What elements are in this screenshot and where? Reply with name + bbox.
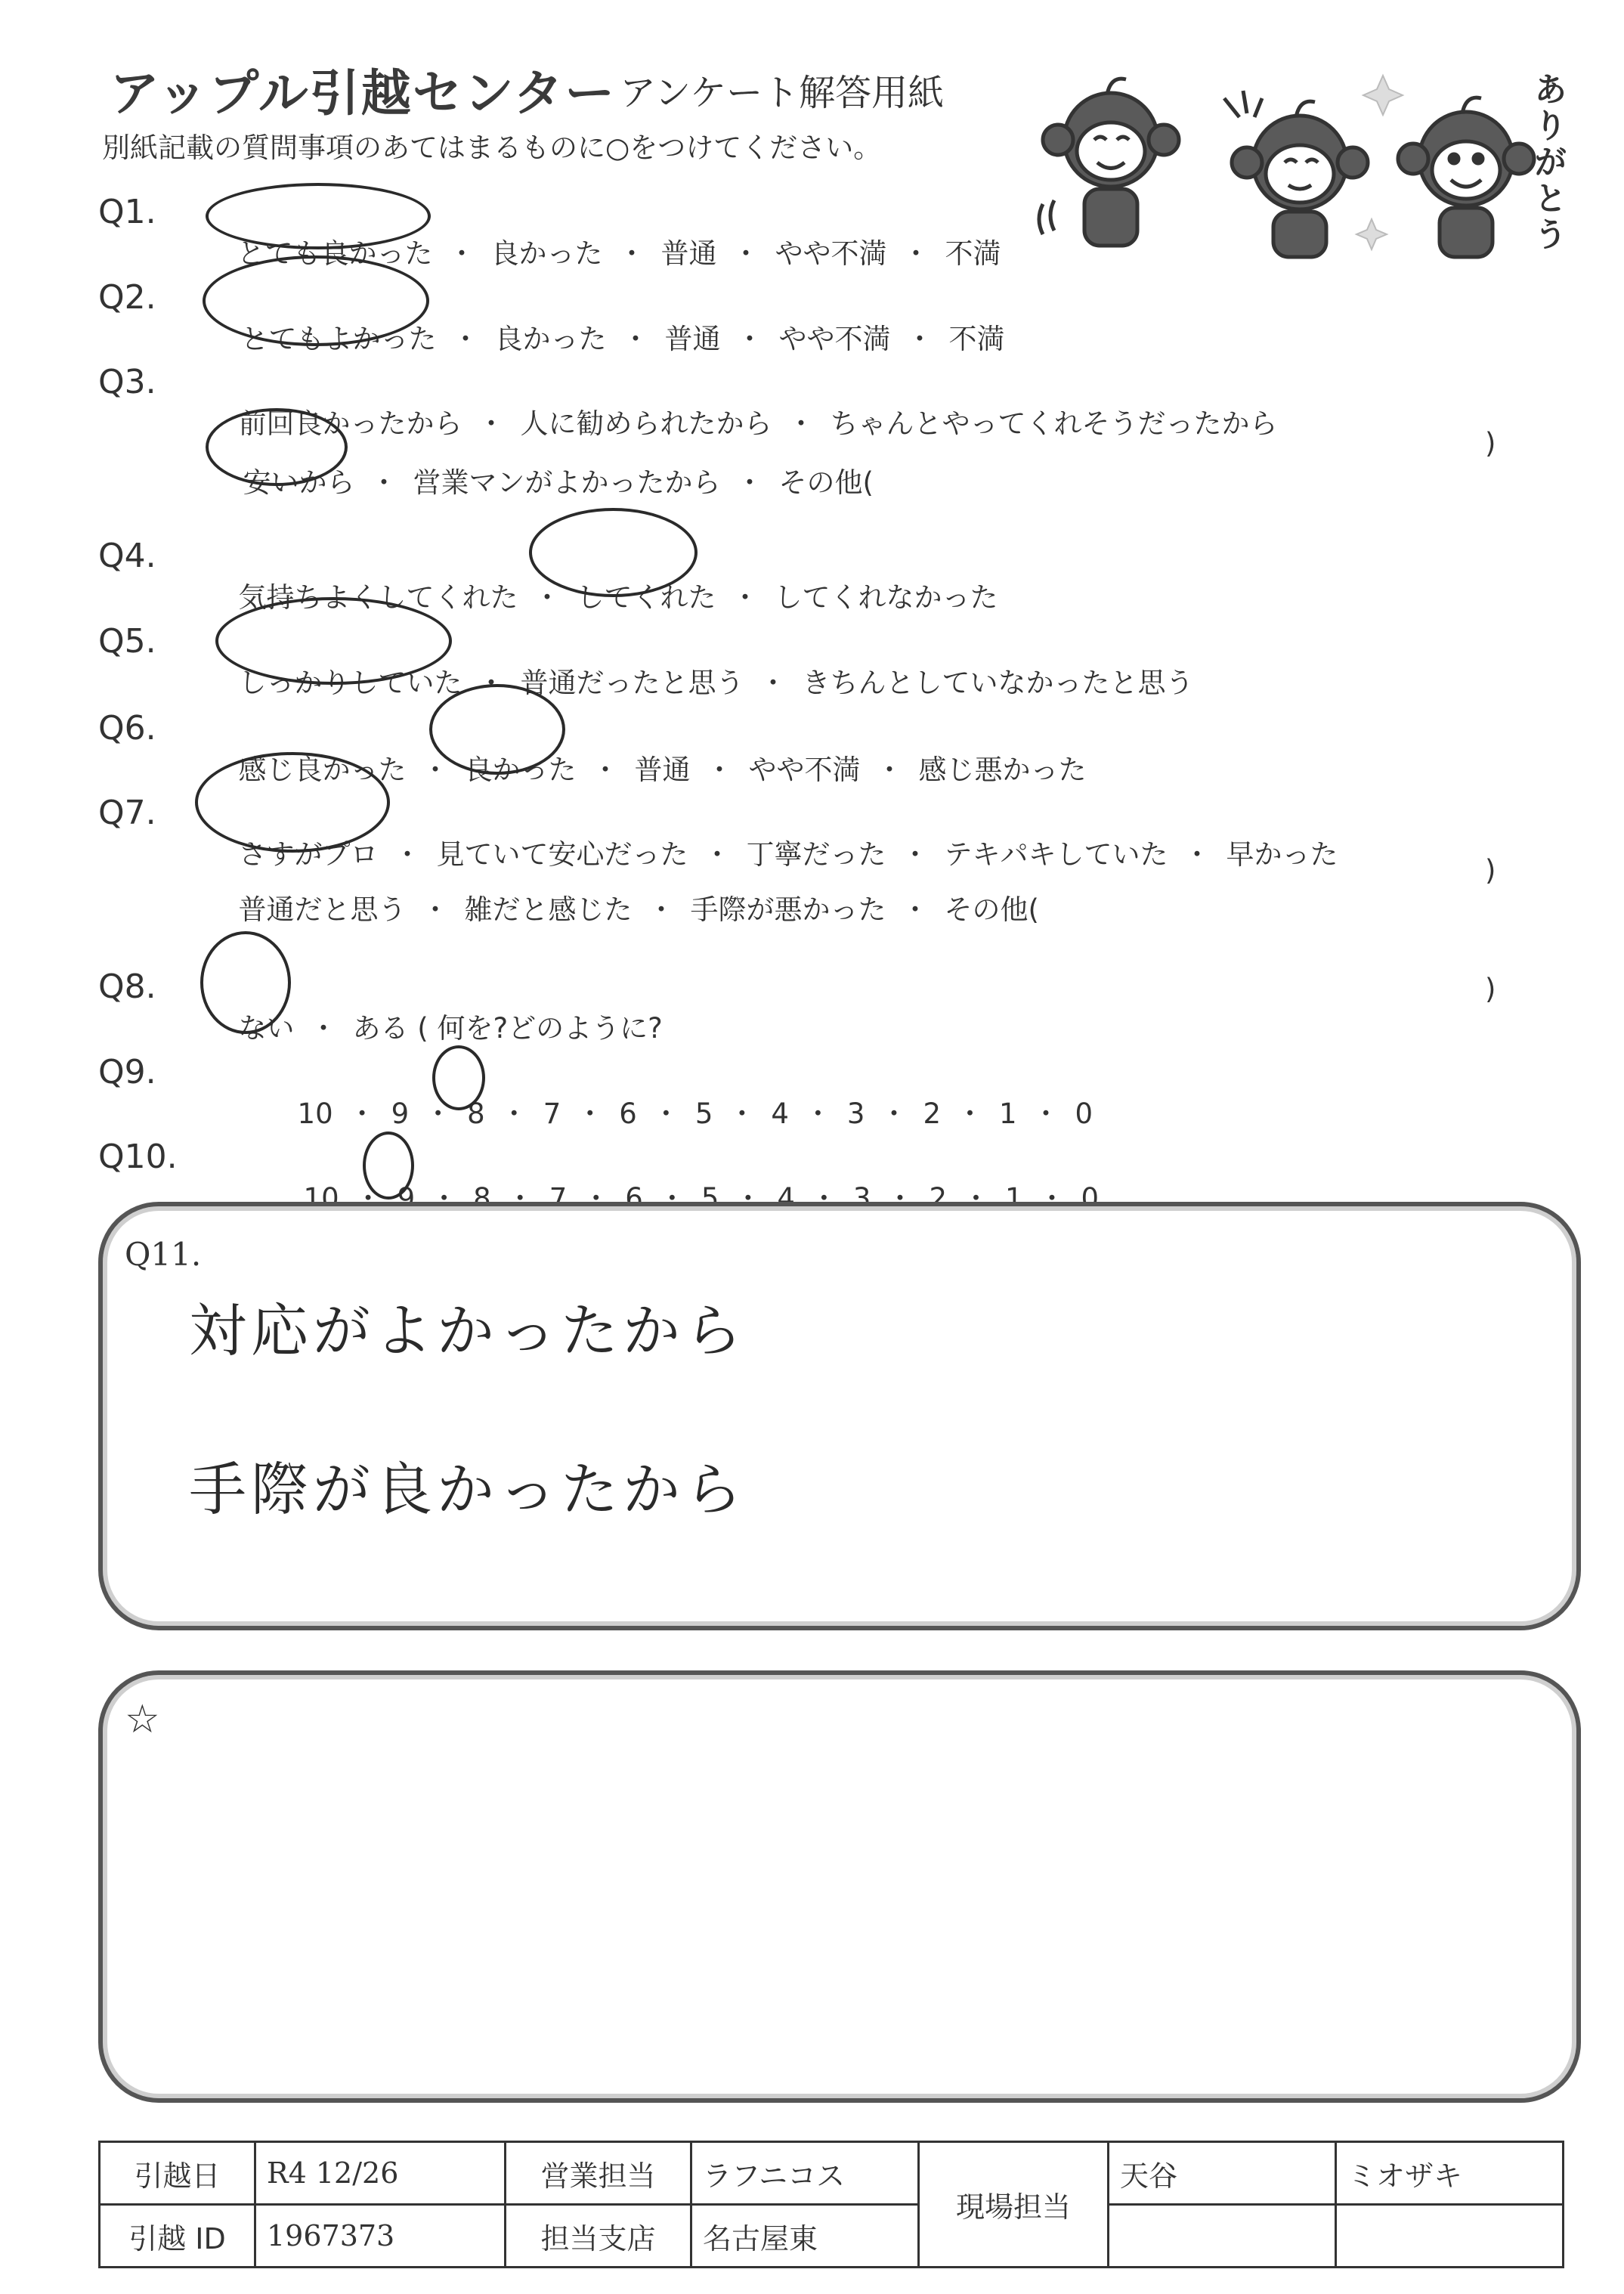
q11-answer-line1: 対応がよかったから [189, 1297, 747, 1364]
field-staff-1: 天谷 [1109, 2142, 1336, 2205]
branch-value: 名古屋東 [691, 2205, 919, 2268]
instructions-text: 別紙記載の質問事項のあてはまるものに○をつけてください。 [102, 132, 882, 164]
q9-score[interactable]: 1 [999, 1097, 1017, 1130]
q10-score[interactable]: 2 [929, 1182, 947, 1215]
q9-score[interactable]: 7 [543, 1097, 561, 1130]
q2-option[interactable]: 不満 [948, 323, 1005, 355]
sales-value: ラフニコス [691, 2142, 919, 2205]
q8-option[interactable]: ある ( 何を?どのように? [352, 1012, 663, 1045]
q4-option[interactable]: してくれなかった [774, 581, 998, 614]
q3-option[interactable]: 人に勧められたから [520, 407, 772, 440]
q9-score[interactable]: 0 [1075, 1097, 1093, 1130]
q7-label: Q7. [98, 794, 156, 832]
q9-score[interactable]: 6 [619, 1097, 637, 1130]
q10-score[interactable]: 7 [549, 1182, 568, 1215]
q9-score[interactable]: 4 [771, 1097, 789, 1130]
q3-label: Q3. [98, 363, 156, 401]
field-staff-label: 現場担当 [919, 2142, 1109, 2268]
q7-option[interactable]: 早かった [1226, 838, 1338, 871]
q10-score[interactable]: 1 [1005, 1182, 1023, 1215]
q7-paren-close: ) [1485, 854, 1496, 887]
q7-options-line1: さすがプロ ・ 見ていて安心だった ・ 丁寧だった ・ テキパキしていた ・ 早かった [238, 838, 1338, 871]
q10-score[interactable]: 6 [625, 1182, 643, 1215]
q11-answer-box[interactable] [98, 1202, 1581, 1630]
q9-score[interactable]: 9 [391, 1097, 410, 1130]
q9-score[interactable]: 10 [297, 1097, 333, 1130]
q9-label: Q9. [98, 1053, 156, 1091]
q1-label: Q1. [98, 193, 156, 231]
q10-score[interactable]: 4 [777, 1182, 795, 1215]
q9-score[interactable]: 2 [923, 1097, 941, 1130]
q3-options-line2: 安いから ・ 営業マンがよかったから ・ その他( [243, 466, 874, 499]
q6-option[interactable]: 良かった [464, 754, 577, 786]
q9-scale: 10 ・ 9 ・ 8 ・ 7 ・ 6 ・ 5 ・ 4 ・ 3 ・ 2 ・ 1 ・ 0 [297, 1097, 1093, 1130]
form-subtitle: アンケート解答用紙 [620, 72, 945, 114]
q2-option[interactable]: 普通 [664, 323, 721, 355]
q7-option[interactable]: 手際が悪かった [690, 893, 886, 926]
q10-score[interactable]: 9 [397, 1182, 416, 1215]
q3-option[interactable]: ちゃんとやってくれそうだったから [830, 407, 1278, 440]
field-staff-extra-1 [1109, 2205, 1336, 2268]
q1-option[interactable]: 不満 [945, 237, 1001, 270]
move-info-table [98, 2141, 1564, 2268]
q8-label: Q8. [98, 967, 156, 1006]
move-id-label: 引越 ID [100, 2205, 255, 2268]
q9-score[interactable]: 5 [694, 1097, 713, 1130]
q3-option[interactable]: 営業マンがよかったから [413, 466, 721, 499]
q8-option[interactable]: ない [238, 1012, 295, 1045]
q7-option[interactable]: 丁寧だった [746, 838, 886, 871]
q11-answer-line2: 手際が良かったから [189, 1456, 747, 1523]
field-staff-extra-2 [1336, 2205, 1564, 2268]
q6-label: Q6. [98, 709, 156, 748]
star-marker: ☆ [125, 1697, 160, 1742]
q3-paren-close: ) [1485, 427, 1496, 460]
q5-option[interactable]: きちんとしていなかったと思う [802, 667, 1194, 699]
q10-scale: 10 ・ 9 ・ 8 ・ 7 ・ 6 ・ 5 ・ 4 ・ 3 ・ 2 ・ 1 ・ 0 [303, 1182, 1100, 1215]
q1-option[interactable]: やや不満 [775, 237, 887, 270]
q1-options: とても良かった ・ 良かった ・ 普通 ・ やや不満 ・ 不満 [237, 237, 1001, 270]
monkey-mascots-illustration [1028, 53, 1602, 265]
q10-label: Q10. [98, 1138, 178, 1176]
q2-option[interactable]: 良かった [494, 323, 607, 355]
q3-options-line1: 前回良かったから ・ 人に勧められたから ・ ちゃんとやってくれそうだったから [238, 407, 1278, 440]
q5-label: Q5. [98, 622, 156, 661]
q6-option[interactable]: やや不満 [748, 754, 861, 786]
q2-option[interactable]: とてもよかった [240, 323, 437, 355]
q10-score[interactable]: 10 [303, 1182, 339, 1215]
q7-option[interactable]: 見ていて安心だった [436, 838, 688, 871]
q2-option[interactable]: やや不満 [778, 323, 891, 355]
move-date-value: R4 12/26 [255, 2142, 506, 2205]
q7-option[interactable]: その他( [944, 893, 1039, 926]
q7-option[interactable]: 普通だと思う [238, 893, 407, 926]
q10-score[interactable]: 5 [701, 1182, 719, 1215]
move-date-label: 引越日 [100, 2142, 255, 2205]
q10-score[interactable]: 8 [473, 1182, 491, 1215]
move-id-value: 1967373 [255, 2205, 506, 2268]
q9-score[interactable]: 8 [467, 1097, 485, 1130]
q4-option[interactable]: 気持ちよくしてくれた [238, 581, 518, 614]
q2-label: Q2. [98, 278, 156, 317]
q9-score[interactable]: 3 [846, 1097, 865, 1130]
sales-label: 営業担当 [506, 2142, 691, 2205]
company-title: アップル引越センター [110, 64, 617, 122]
q3-option[interactable]: 安いから [243, 466, 355, 499]
thanks-text: ありがとう [1528, 72, 1567, 253]
q7-options-line2: 普通だと思う ・ 雑だと感じた ・ 手際が悪かった ・ その他( [238, 893, 1039, 926]
branch-label: 担当支店 [506, 2205, 691, 2268]
q11-label: Q11. [125, 1236, 202, 1273]
q7-option[interactable]: テキパキしていた [944, 838, 1168, 871]
q7-option[interactable]: 雑だと感じた [464, 893, 633, 926]
q3-option[interactable]: その他( [778, 466, 874, 499]
q7-option[interactable]: さすがプロ [238, 838, 379, 871]
q6-option[interactable]: 感じ良かった [238, 754, 407, 786]
q6-options: 感じ良かった ・ 良かった ・ 普通 ・ やや不満 ・ 感じ悪かった [238, 754, 1087, 786]
q4-option[interactable]: してくれた [576, 581, 716, 614]
q4-label: Q4. [98, 537, 156, 575]
q5-option[interactable]: 普通だったと思う [520, 667, 744, 699]
q6-option[interactable]: 感じ悪かった [918, 754, 1087, 786]
q3-option[interactable]: 前回良かったから [238, 407, 462, 440]
q8-paren-close: ) [1485, 973, 1496, 1005]
q5-options: しっかりしていた ・ 普通だったと思う ・ きちんとしていなかったと思う [238, 667, 1194, 699]
q1-option[interactable]: 普通 [660, 237, 717, 270]
q8-options: ない ・ ある ( 何を?どのように? [238, 1012, 663, 1045]
q10-score[interactable]: 3 [852, 1182, 871, 1215]
q5-option[interactable]: しっかりしていた [238, 667, 462, 699]
q10-score[interactable]: 0 [1081, 1182, 1100, 1215]
field-staff-2: ミオザキ [1336, 2142, 1564, 2205]
q1-option[interactable]: とても良かった [237, 237, 433, 270]
q2-options: とてもよかった ・ 良かった ・ 普通 ・ やや不満 ・ 不満 [240, 323, 1005, 355]
q4-options: 気持ちよくしてくれた ・ してくれた ・ してくれなかった [238, 581, 998, 614]
q6-option[interactable]: 普通 [634, 754, 691, 786]
notes-box[interactable] [98, 1670, 1581, 2103]
q1-option[interactable]: 良かった [490, 237, 603, 270]
